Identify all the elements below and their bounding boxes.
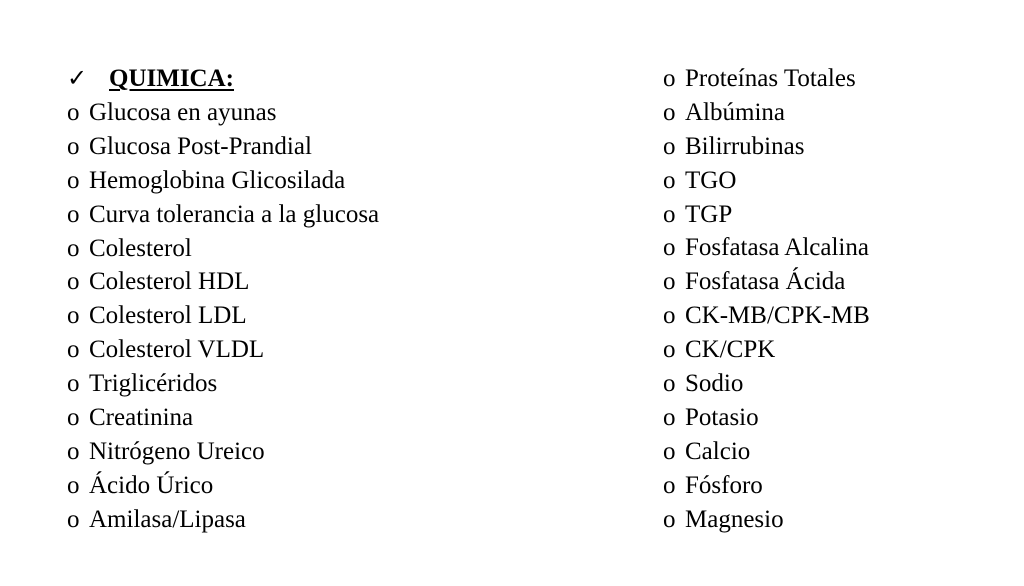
bullet-icon: o: [67, 268, 80, 296]
bullet-icon: o: [67, 166, 80, 194]
test-name: Fosfatasa Ácida: [685, 268, 846, 296]
bullet-icon: o: [663, 505, 676, 533]
list-item: [663, 333, 870, 367]
test-name: Glucosa en ayunas: [89, 99, 277, 126]
list-item: [663, 367, 870, 401]
list-item: [663, 299, 870, 333]
list-item: [67, 401, 379, 435]
list-item: [67, 96, 379, 130]
list-item: [67, 164, 379, 198]
list-item: [67, 198, 379, 232]
test-name: Curva tolerancia a la glucosa: [89, 200, 380, 228]
list-item: [67, 130, 379, 164]
right-test-list: [663, 62, 870, 536]
bullet-icon: o: [663, 268, 676, 296]
test-name: Glucosa Post-Prandial: [89, 132, 312, 160]
test-name: Ácido Úrico: [89, 471, 214, 499]
test-name: Bilirrubinas: [685, 132, 805, 160]
test-name: Hemoglobina Glicosilada: [89, 166, 346, 194]
list-item: [67, 265, 379, 299]
right-column: [663, 62, 870, 536]
bullet-icon: o: [67, 200, 80, 228]
test-name: Magnesio: [685, 505, 784, 533]
bullet-icon: o: [663, 302, 676, 330]
test-name: CK-MB/CPK-MB: [685, 302, 870, 330]
bullet-icon: o: [67, 99, 80, 126]
list-item: [663, 130, 870, 164]
left-column: [67, 62, 379, 537]
section-heading: [67, 62, 379, 96]
bullet-icon: o: [67, 234, 80, 262]
bullet-icon: o: [663, 166, 676, 194]
list-item: [67, 469, 379, 503]
test-name: TGO: [685, 166, 737, 194]
bullet-icon: o: [67, 505, 80, 533]
list-item: [663, 164, 870, 198]
bullet-icon: o: [67, 302, 80, 330]
test-name: Sodio: [685, 370, 744, 398]
bullet-icon: o: [67, 404, 80, 432]
list-item: [67, 435, 379, 469]
bullet-icon: o: [663, 132, 676, 160]
list-item: [67, 503, 379, 537]
bullet-icon: o: [67, 336, 80, 364]
test-name: Colesterol LDL: [89, 302, 247, 330]
test-name: Calcio: [685, 437, 751, 465]
bullet-icon: o: [663, 471, 676, 499]
list-item: [663, 265, 870, 299]
bullet-icon: o: [663, 336, 676, 364]
list-item: [663, 96, 870, 130]
test-name: Amilasa/Lipasa: [89, 505, 246, 533]
list-item: [663, 469, 870, 503]
list-item: [663, 435, 870, 469]
list-item: [663, 503, 870, 537]
test-name: Fosfatasa Alcalina: [685, 234, 869, 262]
list-item: [663, 62, 870, 96]
test-name: Potasio: [685, 403, 759, 431]
test-name: Nitrógeno Ureico: [89, 437, 265, 465]
bullet-icon: o: [663, 200, 676, 228]
bullet-icon: o: [67, 370, 80, 398]
bullet-icon: o: [67, 132, 80, 160]
bullet-icon: o: [67, 437, 80, 465]
bullet-icon: o: [663, 403, 676, 431]
bullet-icon: o: [663, 234, 676, 262]
test-name: Fósforo: [685, 471, 763, 499]
list-item: [67, 367, 379, 401]
bullet-icon: o: [663, 65, 676, 92]
test-name: Proteínas Totales: [685, 65, 856, 92]
test-name: Colesterol: [89, 234, 192, 262]
checkmark-icon: ✓: [67, 66, 88, 92]
test-name: Triglicéridos: [89, 370, 218, 398]
test-name: CK/CPK: [685, 336, 776, 364]
list-item: [67, 333, 379, 367]
list-item: [67, 299, 379, 333]
bullet-icon: o: [663, 370, 676, 398]
test-name: TGP: [685, 200, 733, 228]
bullet-icon: o: [663, 437, 676, 465]
test-name: Colesterol HDL: [89, 268, 250, 296]
bullet-icon: o: [67, 471, 80, 499]
list-item: [67, 232, 379, 266]
section-title: QUIMICA:: [109, 65, 234, 92]
list-item: [663, 198, 870, 232]
list-item: [663, 231, 870, 265]
list-item: [663, 401, 870, 435]
test-name: Creatinina: [89, 404, 194, 432]
test-name: Colesterol VLDL: [89, 336, 265, 364]
left-test-list: [67, 96, 379, 537]
test-name: Albúmina: [685, 98, 785, 126]
bullet-icon: o: [663, 98, 676, 126]
